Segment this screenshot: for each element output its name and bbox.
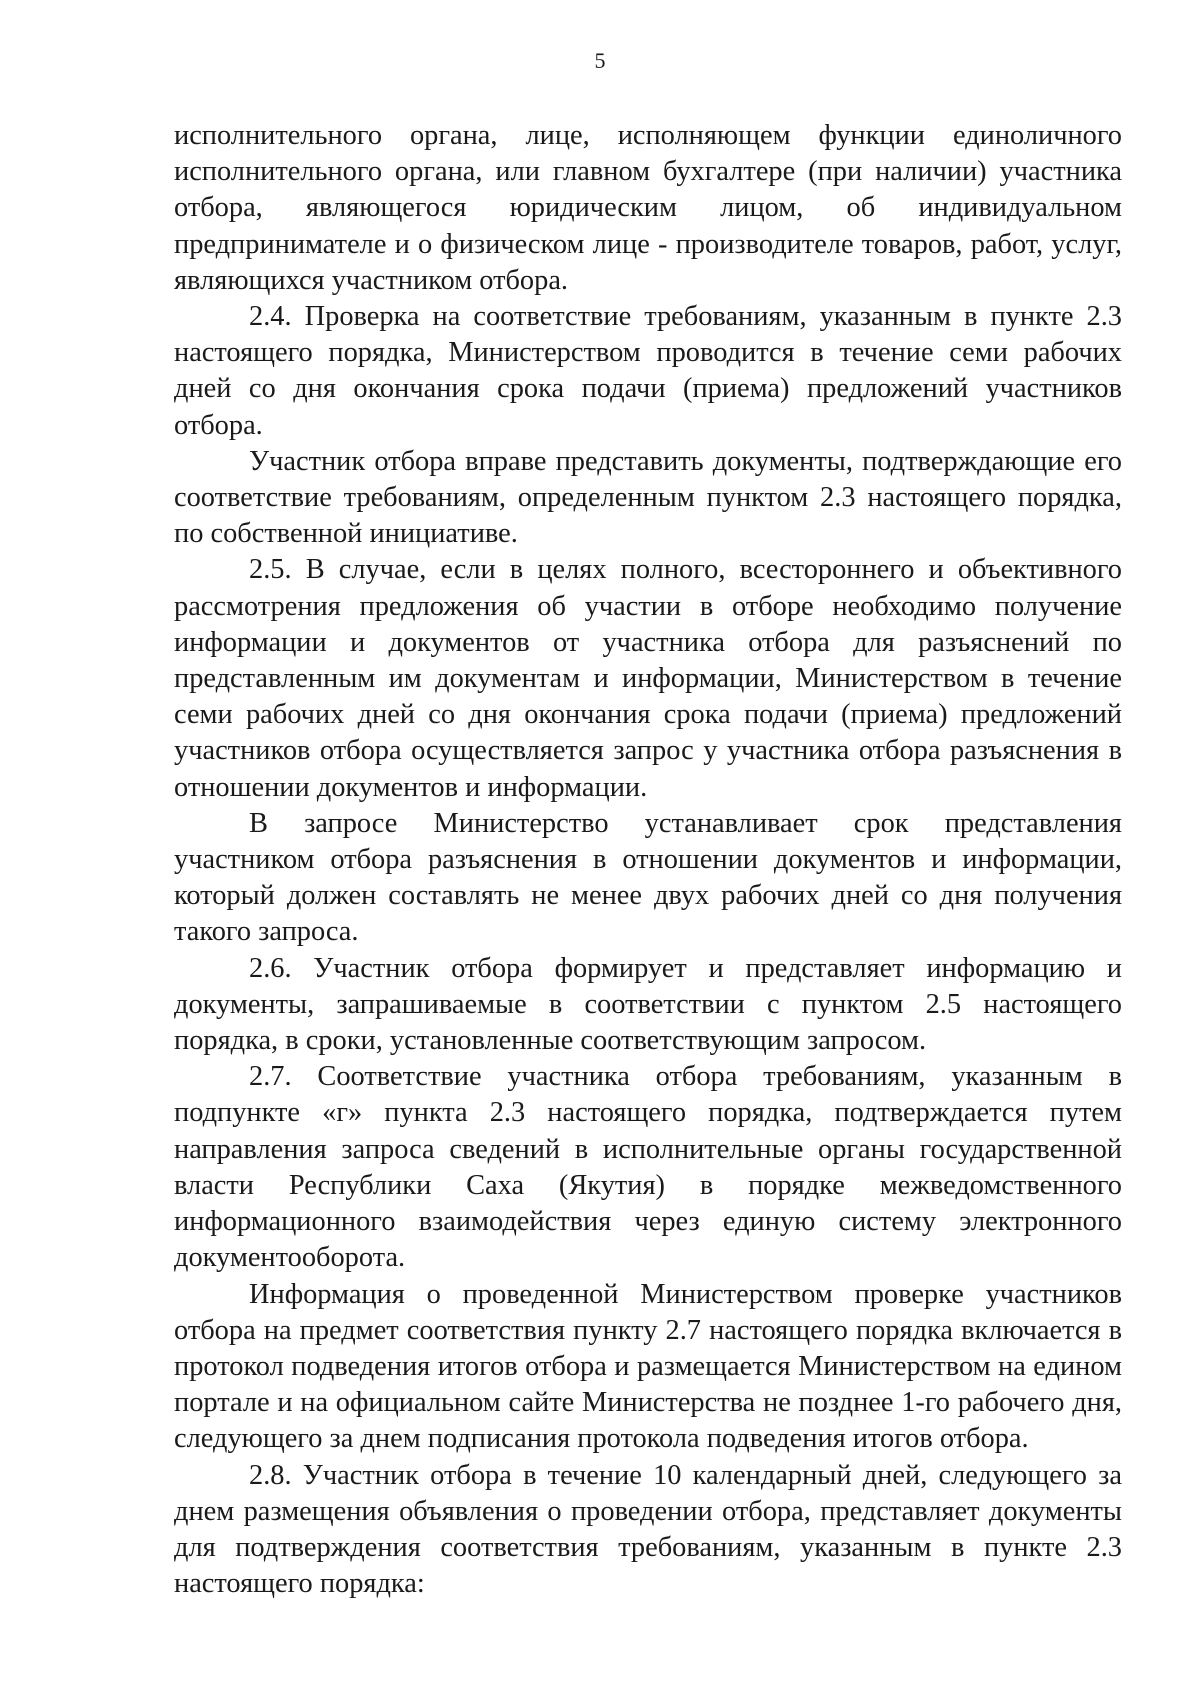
paragraph-2-7: 2.7. Соответствие участника отбора требованиям, указанным в подпункте «г» пункта 2.3 настоящего порядка, подтверждается путем направления запроса сведений в исполнительные органы государственной власти Республики Саха (Якутия) в порядке межведомственного информационного взаимодействия через единую систему электронного документооборота.: [174, 1061, 1122, 1274]
document-body: [174, 118, 1122, 1602]
paragraph-2-7-information: Информация о проведенной Министерством проверке участников отбора на предмет соответствия пункту 2.7 настоящего порядка включается в протокол подведения итогов отбора и размещается Министерством на едином портале и на официальном сайте Министерства не позднее 1-го рабочего дня, следующего за днем подписания протокола подведения итогов отбора.: [174, 1278, 1122, 1455]
paragraph-2-5-request-deadline: В запросе Министерство устанавливает срок представления участником отбора разъяснения в отношении документов и информации, который должен составлять не менее двух рабочих дней со дня получения такого запроса.: [174, 807, 1122, 948]
paragraph-2-4: 2.4. Проверка на соответствие требованиям, указанным в пункте 2.3 настоящего порядка, Министерством проводится в течение семи рабочих дней со дня окончания срока подачи (приема) предложений участников отбора.: [174, 301, 1122, 441]
paragraph-2-4-initiative: Участник отбора вправе представить документы, подтверждающие его соответствие требованиям, определенным пунктом 2.3 настоящего порядка, по собственной инициативе.: [174, 445, 1122, 550]
paragraph-2-8: 2.8. Участник отбора в течение 10 календарный дней, следующего за днем размещения объявления о проведении отбора, представляет документы для подтверждения соответствия требованиям, указанным в пункте 2.3 настоящего порядка:: [174, 1459, 1122, 1600]
page-number: 5: [594, 48, 606, 73]
paragraph-2-5: 2.5. В случае, если в целях полного, всестороннего и объективного рассмотрения предложения об участии в отборе необходимо получение информации и документов от участника отбора для разъяснений по представленным им документам и информации, Министерством в течение семи рабочих дней со дня окончания срока подачи (приема) предложений участников отбора осуществляется запрос у участника отбора разъяснения в отношении документов и информации.: [174, 554, 1122, 803]
paragraph-2-6: 2.6. Участник отбора формирует и представляет информацию и документы, запрашиваемые в соответствии с пунктом 2.5 настоящего порядка, в сроки, установленные соответствующим запросом.: [174, 952, 1122, 1057]
paragraph-continuation: исполнительного органа, лице, исполняющем функции единоличного исполнительного органа, или главном бухгалтере (при наличии) участника отбора, являющегося юридическим лицом, об индивидуальном предпринимателе и о физическом лице - производителе товаров, работ, услуг, являющихся участником отбора.: [174, 120, 1122, 296]
